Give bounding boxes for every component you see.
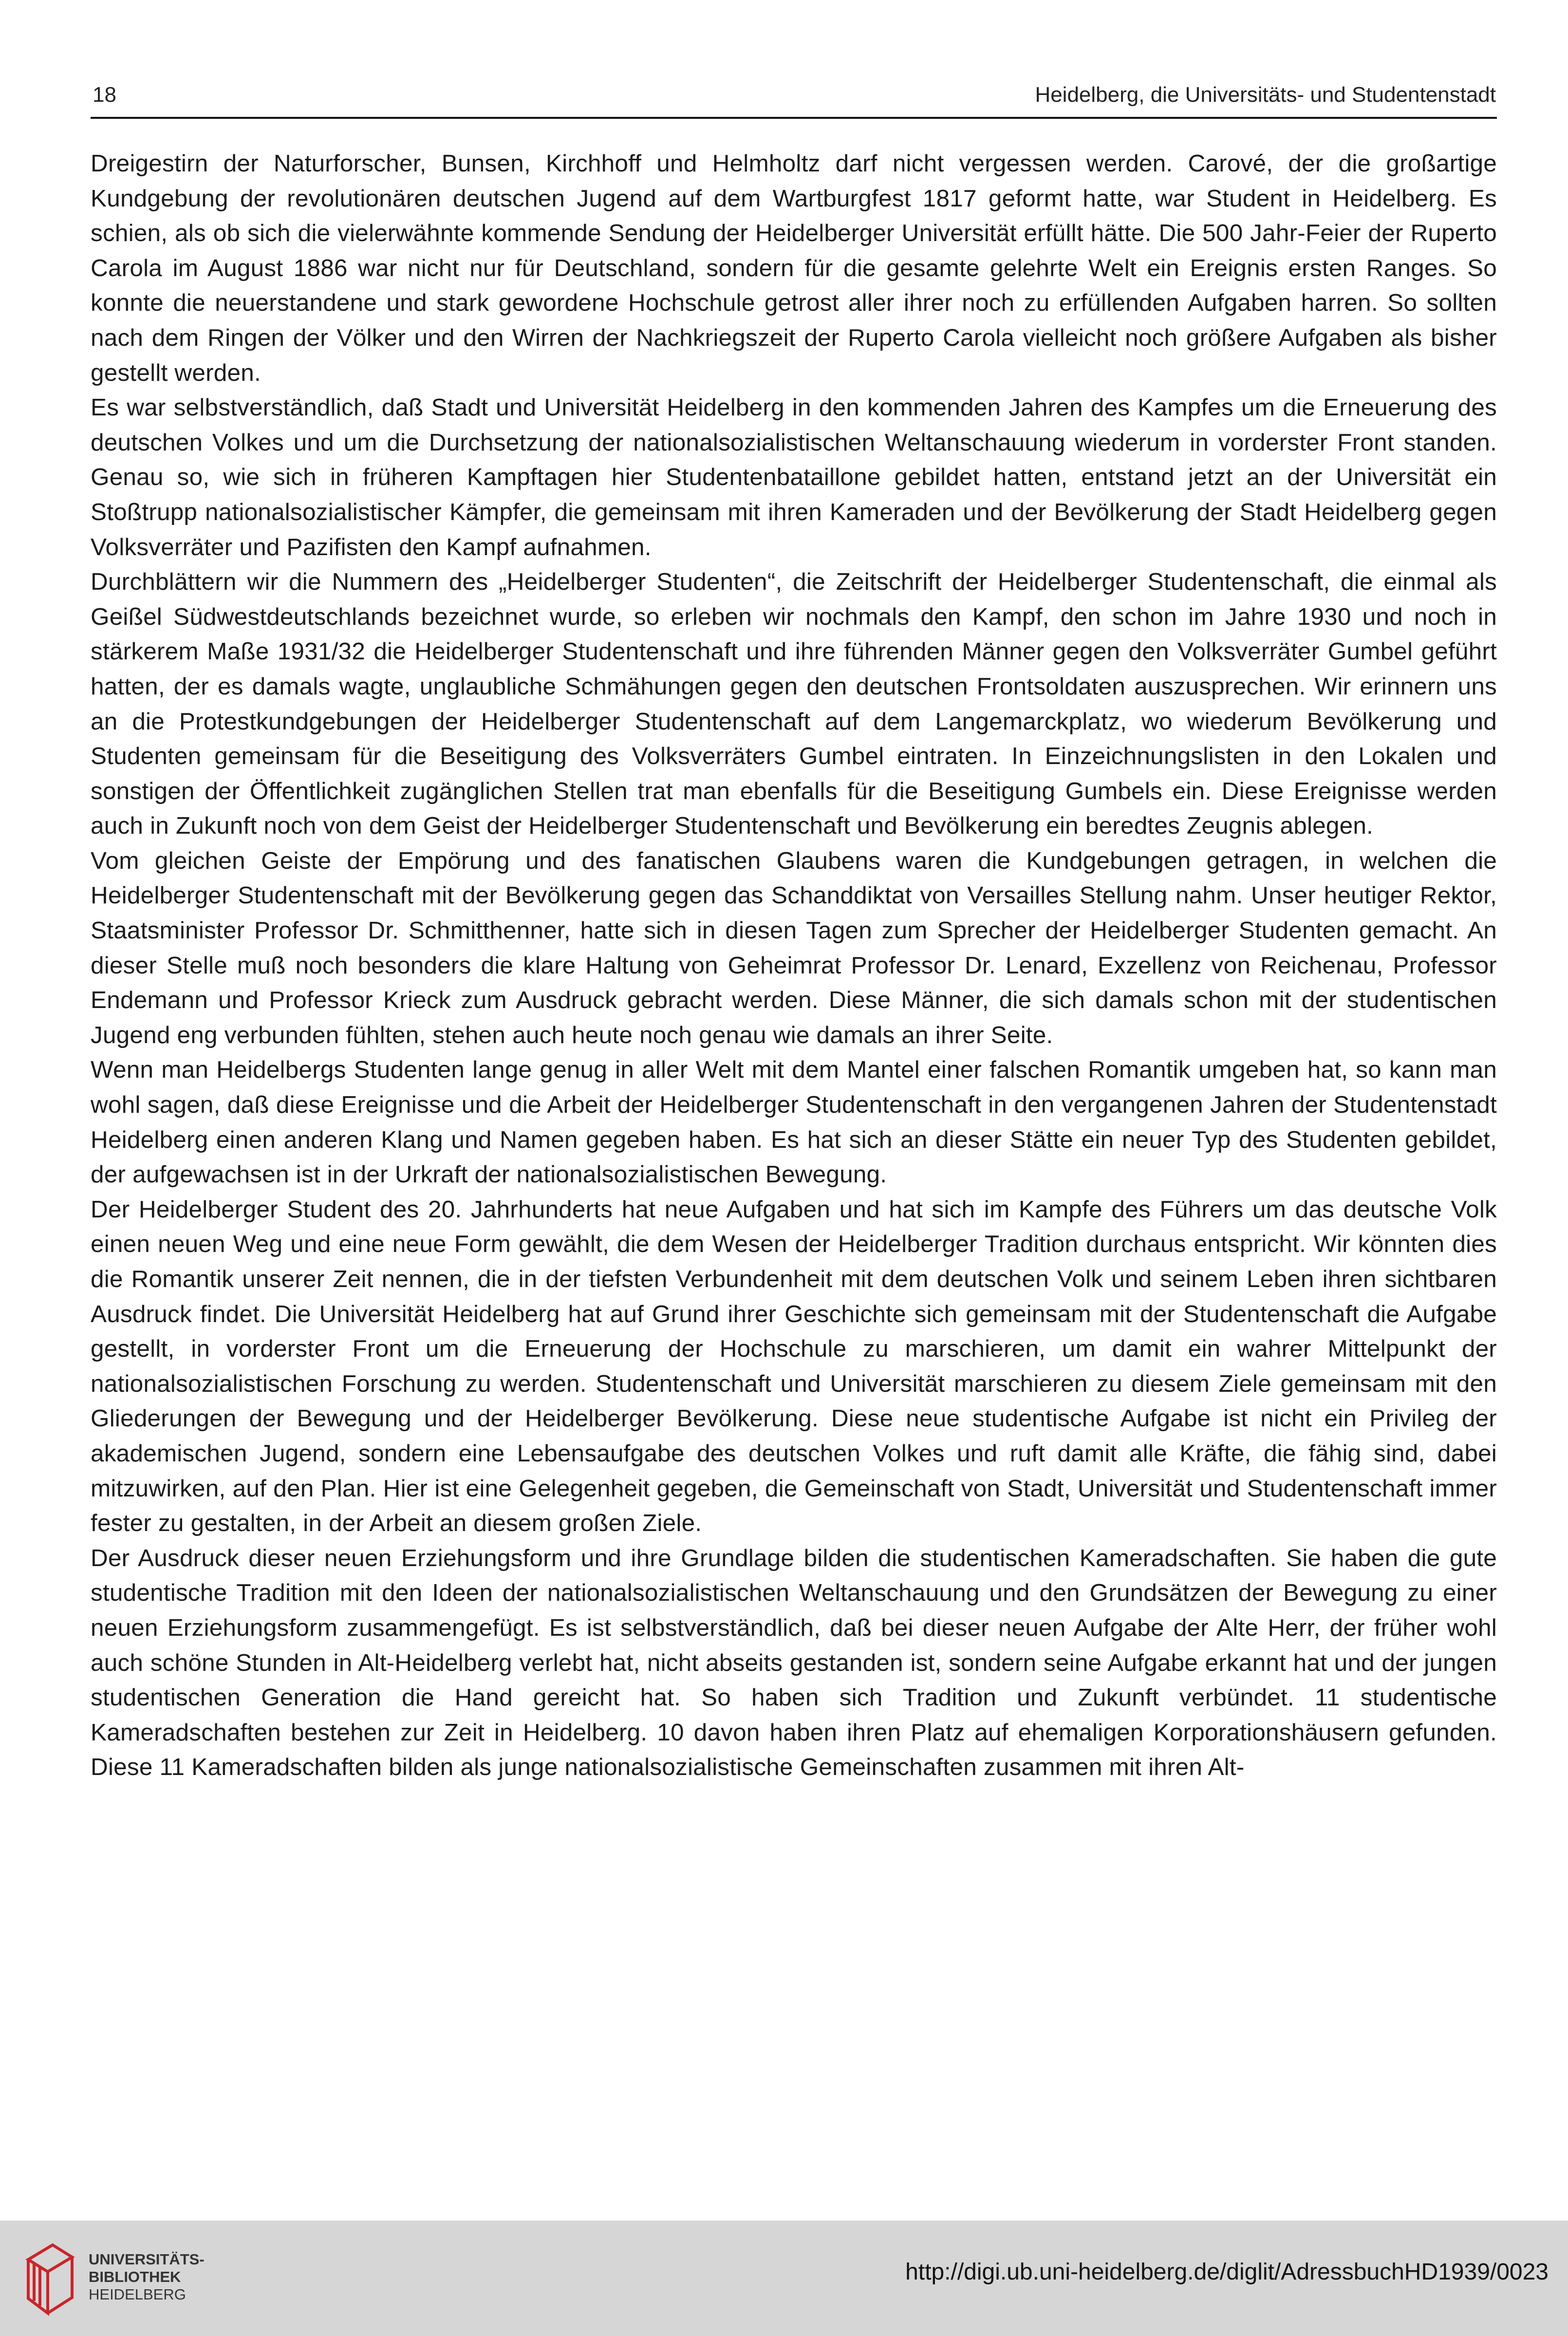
header-rule xyxy=(91,117,1497,119)
ub-heidelberg-logo-icon[interactable] xyxy=(23,2240,77,2318)
body-text xyxy=(91,146,1497,1785)
paragraph: Wenn man Heidelbergs Studenten lange genug in aller Welt mit dem Mantel einer falschen Romantik umgeben hat, so kann man wohl sagen, daß diese Ereignisse und die Arbeit der Heidelberger Studentenschaft in den vergangenen Jahren der Studentenstadt Heidelberg einen anderen Klang und Namen gegeben haben. Es hat sich an dieser Stätte ein neuer Typ des Studenten gebildet, der aufgewachsen ist in der Urkraft der nationalsozialistischen Bewegung. xyxy=(91,1056,1497,1188)
paragraph: Durchblättern wir die Nummern des „Heidelberger Studenten“, die Zeitschrift der Heidelberger Studentenschaft, die einmal als Geißel Südwestdeutschlands bezeichnet wurde, so erleben wir nochmals den Kampf, den schon im Jahre 1930 und noch in stärkerem Maße 1931/32 die Heidelberger Studentenschaft und ihre führenden Männer gegen den Volksverräter Gumbel geführt hatten, der es damals wagte, unglaubliche Schmähungen gegen den deutschen Frontsoldaten auszusprechen. Wir erinnern uns an die Protestkundgebungen der Heidelberger Studentenschaft auf dem Langemarckplatz, wo wiederum Bevölkerung und Studenten gemeinsam für die Beseitigung des Volksverräters Gumbel eintraten. In Einzeichnungslisten in den Lokalen und sonstigen der Öffentlichkeit zugänglichen Stellen trat man ebenfalls für die Beseitigung Gumbels ein. Diese Ereignisse werden auch in Zukunft noch von dem Geist der Heidelberger Studentenschaft und Bevölkerung ein beredtes Zeugnis ablegen. xyxy=(91,568,1497,840)
paragraph: Es war selbstverständlich, daß Stadt und Universität Heidelberg in den kommenden Jahren des Kampfes um die Erneuerung des deutschen Volkes und um die Durchsetzung der nationalsozialistischen Weltanschauung wiederum in vorderster Front standen. Genau so, wie sich in früheren Kampftagen hier Studentenbataillone gebildet hatten, entstand jetzt an der Universität ein Stoßtrupp nationalsozialistischer Kämpfer, die gemeinsam mit ihren Kameraden und der Bevölkerung der Stadt Heidelberg gegen Volksverräter und Pazifisten den Kampf aufnahmen. xyxy=(91,394,1497,561)
paragraph: Vom gleichen Geiste der Empörung und des fanatischen Glaubens waren die Kundgebungen getragen, in welchen die Heidelberger Studentenschaft mit der Bevölkerung gegen das Schanddiktat von Versailles Stellung nahm. Unser heutiger Rektor, Staatsminister Professor Dr. Schmitthenner, hatte sich in diesen Tagen zum Sprecher der Heidelberger Studenten gemacht. An dieser Stelle muß noch besonders die klare Haltung von Geheimrat Professor Dr. Lenard, Exzellenz von Reichenau, Professor Endemann und Professor Krieck zum Ausdruck gebracht werden. Diese Männer, die sich damals schon mit der studentischen Jugend eng verbunden fühlten, stehen auch heute noch genau wie damals an ihrer Seite. xyxy=(91,847,1497,1048)
source-url-link[interactable]: http://digi.ub.uni-heidelberg.de/diglit/AdressbuchHD1939/0023 xyxy=(905,2259,1549,2285)
running-title: Heidelberg, die Universitäts- und Studentenstadt xyxy=(1035,83,1496,107)
library-name: UNIVERSITÄTS- BIBLIOTHEK HEIDELBERG xyxy=(89,2251,205,2303)
paragraph: Der Ausdruck dieser neuen Erziehungsform und ihre Grundlage bilden die studentischen Kameradschaften. Sie haben die gute studentische Tradition mit den Ideen der nationalsozialistischen Weltanschauung und den Grundsätzen der Bewegung zu einer neuen Erziehungsform zusammengefügt. Es ist selbstverständlich, daß bei dieser neuen Aufgabe der Alte Herr, der früher wohl auch schöne Stunden in Alt-Heidelberg verlebt hat, nicht abseits gestanden ist, sondern seine Aufgabe erkannt hat und der jungen studentischen Generation die Hand gereicht hat. So haben sich Tradition und Zukunft verbündet. 11 studentische Kameradschaften bestehen zur Zeit in Heidelberg. 10 davon haben ihren Platz auf ehemaligen Korporationshäusern gefunden. Diese 11 Kameradschaften bilden als junge nationalsozialistische Gemeinschaften zusammen mit ihren Alt- xyxy=(91,1544,1497,1781)
page-header xyxy=(93,83,1496,107)
paragraph: Der Heidelberger Student des 20. Jahrhunderts hat neue Aufgaben und hat sich im Kampfe des Führers um das deutsche Volk einen neuen Weg und eine neue Form gewählt, die dem Wesen der Heidelberger Tradition durchaus entspricht. Wir könnten dies die Romantik unserer Zeit nennen, die in der tiefsten Verbundenheit mit dem deutschen Volk und seinem Leben ihren sichtbaren Ausdruck findet. Die Universität Heidelberg hat auf Grund ihrer Geschichte sich gemeinsam mit der Studentenschaft die Aufgabe gestellt, in vorderster Front um die Erneuerung der Hochschule zu marschieren, um damit ein wahrer Mittelpunkt der nationalsozialistischen Forschung zu werden. Studentenschaft und Universität marschieren zu diesem Ziele gemeinsam mit den Gliederungen der Bewegung und der Heidelberger Bevölkerung. Diese neue studentische Aufgabe ist nicht ein Privileg der akademischen Jugend, sondern eine Lebensaufgabe des deutschen Volkes und ruft damit alle Kräfte, die fähig sind, dabei mitzuwirken, auf den Plan. Hier ist eine Gelegenheit gegeben, die Gemeinschaft von Stadt, Universität und Studentenschaft immer fester zu gestalten, in der Arbeit an diesem großen Ziele. xyxy=(91,1196,1497,1537)
page-number: 18 xyxy=(93,83,116,107)
paragraph: Dreigestirn der Naturforscher, Bunsen, Kirchhoff und Helmholtz darf nicht vergessen werden. Carové, der die großartige Kundgebung der revolutionären deutschen Jugend auf dem Wartburgfest 1817 geformt hatte, war Student in Heidelberg. Es schien, als ob sich die vielerwähnte kommende Sendung der Heidelberger Universität erfüllt hätte. Die 500 Jahr-Feier der Ruperto Carola im August 1886 war nicht nur für Deutschland, sondern für die gesamte gelehrte Welt ein Ereignis ersten Ranges. So konnte die neuerstandene und stark gewordene Hochschule getrost aller ihrer noch zu erfüllenden Aufgaben harren. So sollten nach dem Ringen der Völker und den Wirren der Nachkriegszeit der Ruperto Carola vielleicht noch größere Aufgaben als bisher gestellt werden. xyxy=(91,150,1497,386)
footer-bar xyxy=(0,2221,1568,2336)
